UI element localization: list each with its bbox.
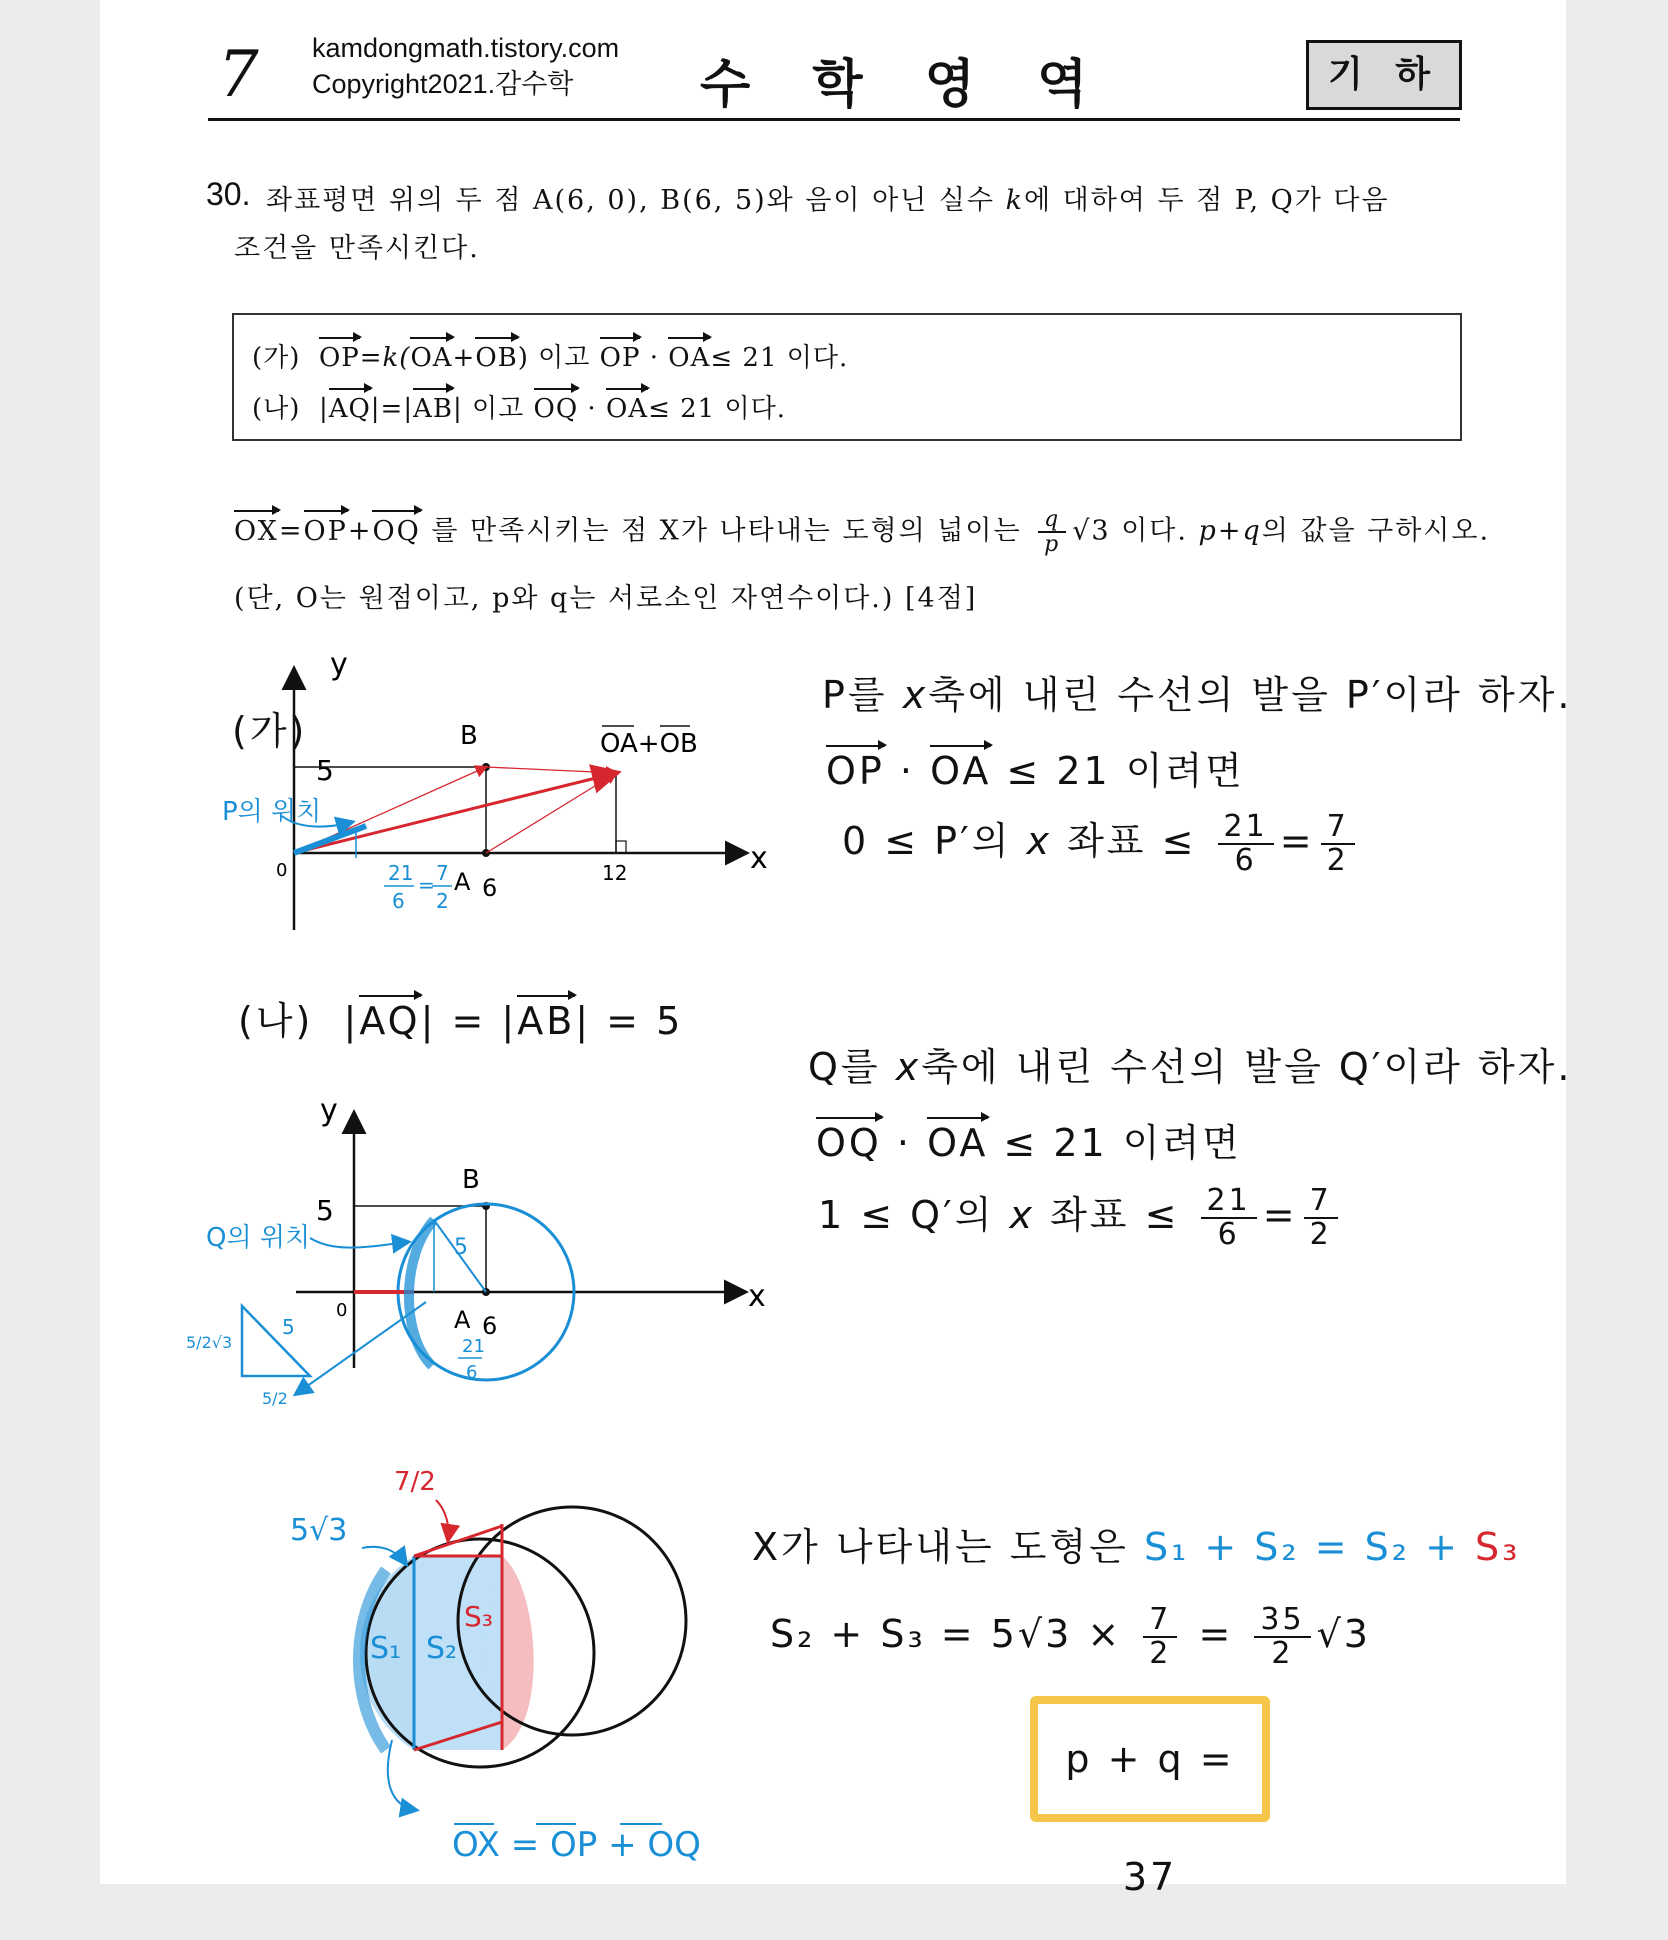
na-line1-tail: 이라 하자. xyxy=(1383,1045,1573,1089)
ga-line1-p: P를 xyxy=(822,673,903,717)
na-line3-x: x xyxy=(1009,1193,1036,1237)
na-frac2-num: 7 xyxy=(1304,1185,1338,1219)
na-dot: · xyxy=(881,1121,928,1165)
ga-line2 xyxy=(826,740,1245,795)
vec-ox: OX xyxy=(234,515,279,547)
y-label-na: y xyxy=(320,1093,338,1128)
question-plus: + xyxy=(347,515,373,547)
cond-na-bareq: |=| xyxy=(370,394,414,424)
vec-aq: AQ xyxy=(328,394,371,424)
radius-five: 5 xyxy=(454,1235,468,1260)
intro-seg1: 좌표평면 위의 두 점 A(6, 0), B(6, 5)와 음이 아닌 실수 xyxy=(266,185,1006,216)
final-frac2 xyxy=(1254,1604,1310,1669)
question-line2: (단, O는 원점이고, p와 q는 서로소인 자연수이다.) [4점] xyxy=(234,583,978,614)
ga-line3-x: x xyxy=(1026,819,1053,863)
question-seg2: 이다. xyxy=(1110,515,1199,547)
header-rule xyxy=(208,118,1460,121)
ga-line1-x: x xyxy=(902,673,929,717)
frac-7-num: 7 xyxy=(436,861,449,885)
cond-ga-eqk: =k( xyxy=(359,343,411,373)
graph-ga xyxy=(220,640,800,940)
tri-base-label: 5/2 xyxy=(262,1389,288,1408)
ga-frac2-den: 2 xyxy=(1326,842,1349,878)
na-line1-mid: 축에 내린 수선의 발을 xyxy=(921,1045,1339,1089)
frac-q: q xyxy=(1038,508,1066,533)
final-oq: OQ xyxy=(647,1825,701,1865)
bottom-arrow xyxy=(388,1740,416,1810)
na-vec-aq: AQ xyxy=(359,999,421,1043)
site-url[interactable]: kamdongmath.tistory.com xyxy=(312,33,620,63)
ga-frac2-num: 7 xyxy=(1321,811,1355,845)
na-vec-oq: OQ xyxy=(816,1121,882,1165)
na-line1 xyxy=(808,1036,1572,1091)
question-line1 xyxy=(234,508,1490,556)
ga-frac2 xyxy=(1321,811,1355,876)
final-line2-eq: = xyxy=(1183,1612,1249,1656)
p-segment xyxy=(294,826,366,853)
label-s1: S₁ xyxy=(370,1631,402,1666)
final-line1-s2: S₂ xyxy=(1254,1525,1300,1569)
vec-ob: OB xyxy=(475,343,518,373)
final-line1-s2b: S₂ xyxy=(1364,1525,1411,1569)
final-frac1 xyxy=(1143,1604,1177,1669)
question-seg1: 를 만족시키는 점 X가 나타내는 도형의 넓이는 xyxy=(431,515,1022,547)
final-line1-s3: S₃ xyxy=(1475,1525,1521,1569)
final-line2-sqrt: √3 xyxy=(1316,1612,1371,1656)
label-b: B xyxy=(460,721,478,751)
na-frac1 xyxy=(1201,1185,1257,1250)
final-line1 xyxy=(752,1516,1520,1571)
frac-eq: = xyxy=(418,873,435,897)
parallelogram-top xyxy=(486,767,616,773)
na-line3 xyxy=(818,1184,1344,1250)
na-vec-ab: AB xyxy=(517,999,576,1043)
label-s3: S₃ xyxy=(464,1600,493,1633)
cond-ga-label: (가) xyxy=(252,343,301,373)
label-s2: S₂ xyxy=(426,1631,458,1666)
origin-label: 0 xyxy=(276,860,288,881)
question-eq: = xyxy=(278,515,304,547)
answer-box xyxy=(1030,1696,1270,1899)
na-line1-x: x xyxy=(895,1045,922,1089)
ga-line3-eq: = xyxy=(1279,819,1315,863)
na-line1-qp: Q′ xyxy=(1338,1045,1384,1089)
na-line3-mid: 좌표 ≤ xyxy=(1035,1193,1180,1237)
na-frac2 xyxy=(1304,1185,1338,1250)
na-frac1-den: 6 xyxy=(1217,1216,1240,1252)
na-line3-eq: = xyxy=(1262,1193,1298,1237)
tri-height-label: 5/2√3 xyxy=(186,1333,233,1352)
final-line1-p1: + xyxy=(1189,1525,1255,1569)
vec-ab: AB xyxy=(413,394,453,424)
final-frac1-num: 7 xyxy=(1143,1604,1177,1638)
left-label-arrow xyxy=(362,1547,406,1564)
frac-7-den: 2 xyxy=(436,889,449,913)
final-plus: + xyxy=(597,1825,648,1865)
p-position-label: P의 위치 xyxy=(222,797,322,827)
ga-line3-mid: 좌표 ≤ xyxy=(1052,819,1197,863)
top-label: 7/2 xyxy=(394,1467,436,1497)
problem-intro-line1 xyxy=(266,178,1390,217)
tri-hyp-label: 5 xyxy=(282,1315,295,1339)
tick-five-na: 5 xyxy=(316,1194,334,1227)
problem-number: 30. xyxy=(206,176,251,212)
final-line1-eq: = xyxy=(1299,1525,1365,1569)
ga-vec-oa: OA xyxy=(930,749,992,793)
condition-na xyxy=(252,388,786,425)
y-axis-label: y xyxy=(330,647,348,682)
intro-var-k: k xyxy=(1005,185,1024,216)
graph-final xyxy=(270,1460,710,1870)
na-eq-bareq: | = | xyxy=(420,999,518,1043)
parallelogram-right xyxy=(486,773,616,853)
cond-na-text: | 이고 xyxy=(453,394,534,424)
sum-vector xyxy=(294,773,616,853)
na-line3-head: 1 ≤ Q′의 xyxy=(818,1193,1010,1237)
q-pos-arrow xyxy=(310,1238,408,1248)
cond-ga-tail: ≤ 21 이다. xyxy=(710,343,849,373)
na-frac2-den: 2 xyxy=(1309,1216,1332,1252)
vec-oa-2: OA xyxy=(668,343,711,373)
na-equation xyxy=(238,990,683,1045)
final-frac2-num: 35 xyxy=(1254,1604,1310,1638)
na-vec-oa: OA xyxy=(927,1121,989,1165)
na-frac-den: 6 xyxy=(466,1362,478,1383)
intro-seg2: 에 대하여 두 점 P, Q가 다음 xyxy=(1023,185,1390,216)
ga-frac1-den: 6 xyxy=(1234,842,1257,878)
sum-ob: OB xyxy=(659,729,698,759)
label-a: A xyxy=(454,868,471,896)
left-label: 5√3 xyxy=(290,1513,348,1548)
sum-label xyxy=(600,729,698,759)
ga-line1 xyxy=(822,664,1572,719)
copyright: Copyright2021.감수학 xyxy=(312,69,574,99)
tick-six: 6 xyxy=(482,874,498,902)
na-eq-tail: | = 5 xyxy=(575,999,684,1043)
label-a-na: A xyxy=(454,1306,471,1334)
final-ox: OX xyxy=(452,1825,500,1865)
cond-ga-text: ) 이고 xyxy=(517,343,600,373)
ga-line3-head: 0 ≤ P′의 xyxy=(842,819,1027,863)
na-line2 xyxy=(816,1112,1242,1167)
q-position-label: Q의 위치 xyxy=(206,1223,311,1253)
final-vector-eq xyxy=(452,1825,701,1865)
vec-oa: OA xyxy=(410,343,453,373)
ga-frac1-num: 21 xyxy=(1218,811,1274,845)
na-eq-bar: | xyxy=(343,999,360,1043)
tick-twelve: 12 xyxy=(602,861,628,885)
question-pq: p+q xyxy=(1198,515,1262,547)
question-seg3: 의 값을 구하시오. xyxy=(1261,515,1491,547)
ga-frac1 xyxy=(1218,811,1274,876)
final-frac2-den: 2 xyxy=(1271,1635,1294,1671)
final-eq: = xyxy=(499,1825,550,1865)
na-line1-q: Q를 xyxy=(808,1045,896,1089)
ga-vec-op: OP xyxy=(826,749,885,793)
label-b-na: B xyxy=(462,1165,480,1195)
ga-line1-tail: 이라 하자. xyxy=(1383,673,1573,717)
vec-oa-3: OA xyxy=(605,394,649,424)
cond-ga-dot: · xyxy=(640,343,669,373)
exam-title: 수 학 영 역 xyxy=(700,55,1110,115)
final-line1-p2: + xyxy=(1410,1525,1476,1569)
site-info xyxy=(312,30,619,102)
ga-line1-pp: P′ xyxy=(1345,673,1384,717)
vec-oq-q: OQ xyxy=(372,515,421,547)
ga-line3 xyxy=(842,810,1361,876)
sum-plus: + xyxy=(637,729,660,759)
helper-triangle xyxy=(242,1306,310,1376)
sum-oa: OA xyxy=(600,729,638,759)
final-op: OP xyxy=(550,1825,598,1865)
final-line1-head: X가 나타내는 도형은 xyxy=(752,1525,1144,1569)
ga-dot: · xyxy=(884,749,931,793)
condition-ga xyxy=(252,337,848,374)
solution-na-label: (나) xyxy=(238,999,314,1043)
vec-op-2: OP xyxy=(599,343,641,373)
final-line2-head: S₂ + S₃ = 5√3 × xyxy=(770,1612,1138,1656)
ga-line1-mid: 축에 내린 수선의 발을 xyxy=(928,673,1346,717)
cond-ga-plus: + xyxy=(452,343,476,373)
na-frac1-num: 21 xyxy=(1201,1185,1257,1219)
final-line2 xyxy=(770,1604,1371,1669)
final-frac1-den: 2 xyxy=(1149,1635,1172,1671)
area-fraction xyxy=(1038,508,1066,556)
tick-five: 5 xyxy=(316,754,334,787)
problem-intro-line2: 조건을 만족시킨다. xyxy=(234,233,480,264)
frac-p: p xyxy=(1044,532,1061,558)
cond-na-dot: · xyxy=(578,394,606,424)
page-number: 7 xyxy=(218,38,259,112)
frac-21-num: 21 xyxy=(388,861,414,885)
subject-badge: 기 하 xyxy=(1306,40,1462,110)
cond-na-bar: | xyxy=(318,394,329,424)
x-label-na: x xyxy=(748,1279,766,1314)
answer-text: p + q = 37 xyxy=(1065,1737,1235,1899)
vec-op-q: OP xyxy=(303,515,348,547)
solution-ga-label: (가) xyxy=(232,709,308,753)
right-angle-mark xyxy=(616,841,626,853)
tick-six-na: 6 xyxy=(482,1312,498,1340)
top-label-arrow xyxy=(436,1500,449,1540)
ga-line2-tail: ≤ 21 이려면 xyxy=(991,749,1245,793)
triangle-arrow xyxy=(296,1302,426,1394)
vec-op: OP xyxy=(318,343,360,373)
vec-oq: OQ xyxy=(533,394,579,424)
graph-na xyxy=(186,1084,786,1444)
question-sqrt: √3 xyxy=(1072,515,1111,547)
na-frac-num: 21 xyxy=(462,1336,485,1357)
origin-na: 0 xyxy=(336,1300,348,1321)
final-line1-s1: S₁ xyxy=(1143,1525,1190,1569)
x-axis-label: x xyxy=(750,841,768,876)
na-line2-tail: ≤ 21 이려면 xyxy=(988,1121,1242,1165)
cond-na-tail: ≤ 21 이다. xyxy=(648,394,786,424)
cond-na-label: (나) xyxy=(252,394,301,424)
frac-21-den: 6 xyxy=(392,889,405,913)
